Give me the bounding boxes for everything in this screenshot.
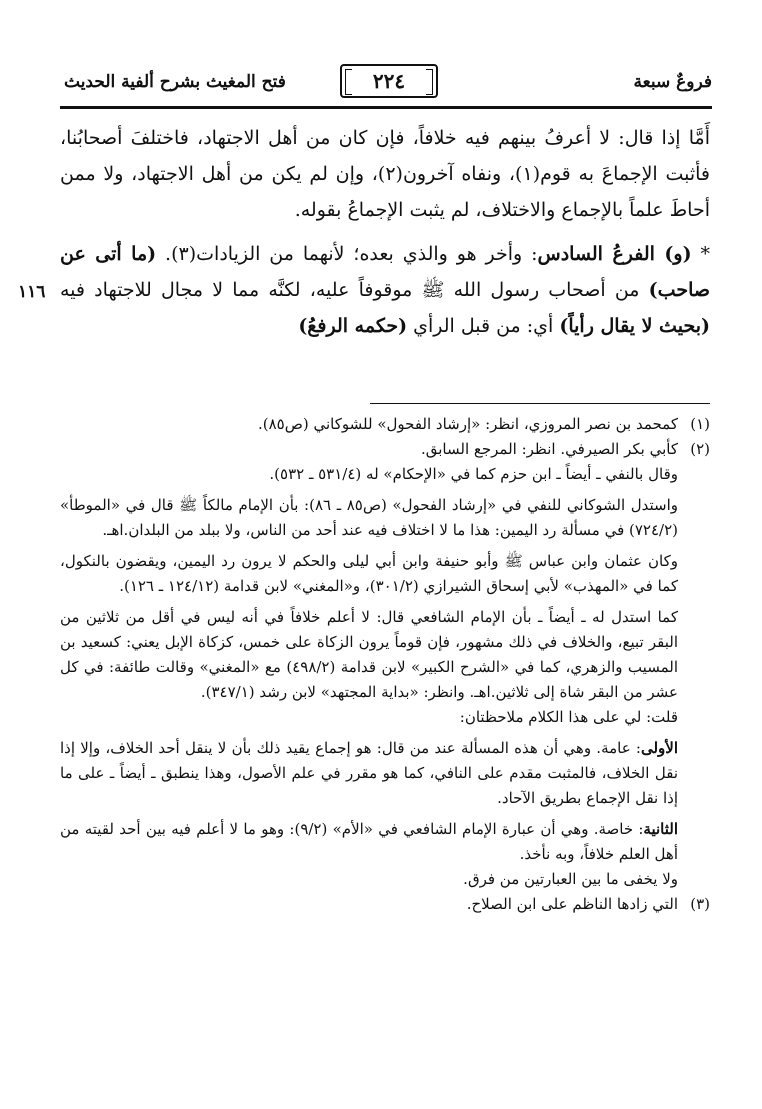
footnote-text: كأبي بكر الصيرفي. انظر: المرجع السابق. — [420, 440, 678, 458]
footnote-2-para: ولا يخفى ما بين العبارتين من فرق. — [463, 870, 678, 888]
bold-term: (حكمه الرفعُ) — [298, 315, 408, 337]
footnote-number: (٢) — [690, 440, 710, 458]
footnote-2-para — [60, 817, 710, 867]
footnote-separator — [370, 403, 710, 404]
note-label: الثانية — [643, 820, 678, 838]
star-marker: * — [691, 243, 711, 265]
footnote-2-para: وكان عثمان وابن عباس ﷺ وأبو حنيفة وابن أبي ليلى والحكم لا يرون رد اليمين، ويقضون بالنكول، كما في «المهذب» لأبي إسحاق الشيرازي (٣٠١/٢)، و«المغني» لابن قدامة (١٢٤/١٢ ـ ١٢٦). — [60, 552, 678, 595]
book-title: فتح المغيث بشرح ألفية الحديث — [64, 72, 286, 92]
paragraph-text: أي: من قبل الرأي — [407, 315, 560, 337]
footnote-text: كمحمد بن نصر المروزي، انظر: «إرشاد الفحول» للشوكاني (ص٨٥). — [257, 415, 678, 433]
section-title: فروعٌ سبعة — [633, 72, 712, 92]
page-header — [60, 62, 712, 106]
bold-term: (بحيث لا يقال رأياً) — [559, 315, 710, 337]
footnote-2-para: كما استدل له ـ أيضاً ـ بأن الإمام الشافعي قال: لا أعلم خلافاً في أنه ليس في أقل من ثلاثين من البقر تبيع، والخلاف في ذلك مشهور، فإن قوماً يرون الزكاة على خمس، كزكاة الإبل يعني: كسعيد بن المسيب والزهري، كما في «الشرح الكبير» لابن قدامة (٤٩٨/٢) مع «المغني» وقالت طائفة: في كل عشر من البقر شاة إلى ثلاثين.اهـ. وانظر: «بداية المجتهد» لابن رشد (٣٤٧/١). — [60, 608, 678, 701]
bold-term: (و) الفرعُ السادس — [537, 243, 692, 265]
header-rule — [60, 106, 712, 109]
footnote-2 — [60, 437, 710, 462]
bold-term: (ما أتى عن صاحب) — [60, 243, 710, 301]
main-paragraph-1: أَمَّا إذا قال: لا أعرفُ بينهم فيه خلافاً، فإن كان من أهل الاجتهاد، فاختلفَ أصحابُنا، فأثبت الإجماعَ به قوم(١)، ونفاه آخرون(٢)، وإن لم يكن من أهل الاجتهاد، ولا ممن أحاطَ علماً بالإجماع والاختلاف، لم يثبت الإجماعُ بقوله. — [60, 127, 711, 221]
note-text: : خاصة. وهي أن عبارة الإمام الشافعي في «الأم» (٩/٢): وهو ما لا أعلم فيه بين أحد لقيته من أهل العلم خلافاً، وبه نأخذ. — [60, 820, 678, 863]
main-text — [60, 120, 710, 344]
page-number: ٢٢٤ — [340, 64, 438, 98]
margin-number: ١١٦ — [18, 282, 46, 302]
paragraph-text: : وأخر هو والذي بعده؛ لأنهما من الزيادات(٣). — [156, 243, 538, 265]
footnote-number: (١) — [690, 415, 710, 433]
note-label: الأولى — [640, 739, 678, 757]
footnote-2-para: قلت: لي على هذا الكلام ملاحظتان: — [459, 708, 678, 726]
main-paragraph-2 — [60, 236, 710, 344]
footnote-3 — [60, 892, 710, 917]
paragraph-text: من أصحاب رسول الله ﷺ موقوفاً عليه، لكنَّه مما لا مجال للاجتهاد فيه — [60, 279, 649, 301]
note-text: : عامة. وهي أن هذه المسألة عند من قال: هو إجماع يقيد ذلك بأن لا ينقل أحد الخلاف، وإلا إذا نقل الخلاف، فالمثبت مقدم على النافي، كما هو مقرر في علم الأصول، وهذا ينطبق ـ أيضاً ـ على ما إذا نقل الإجماع بطريق الآحاد. — [60, 739, 678, 807]
footnote-1 — [60, 412, 710, 437]
footnote-number: (٣) — [690, 895, 710, 913]
footnote-2-para: وقال بالنفي ـ أيضاً ـ ابن حزم كما في «الإحكام» له (٥٣١/٤ ـ ٥٣٢). — [269, 465, 678, 483]
footnote-text: التي زادها الناظم على ابن الصلاح. — [466, 895, 678, 913]
footnotes — [60, 412, 710, 917]
footnote-2-para: واستدل الشوكاني للنفي في «إرشاد الفحول» (ص٨٥ ـ ٨٦): بأن الإمام مالكاً ﷺ قال في «الموطأ» (٧٢٤/٢) في مسألة رد اليمين: هذا ما لا اختلاف فيه عند أحد من الناس، ولا ببلد من البلدان.اهـ. — [60, 496, 678, 539]
footnote-2-para — [60, 736, 710, 811]
